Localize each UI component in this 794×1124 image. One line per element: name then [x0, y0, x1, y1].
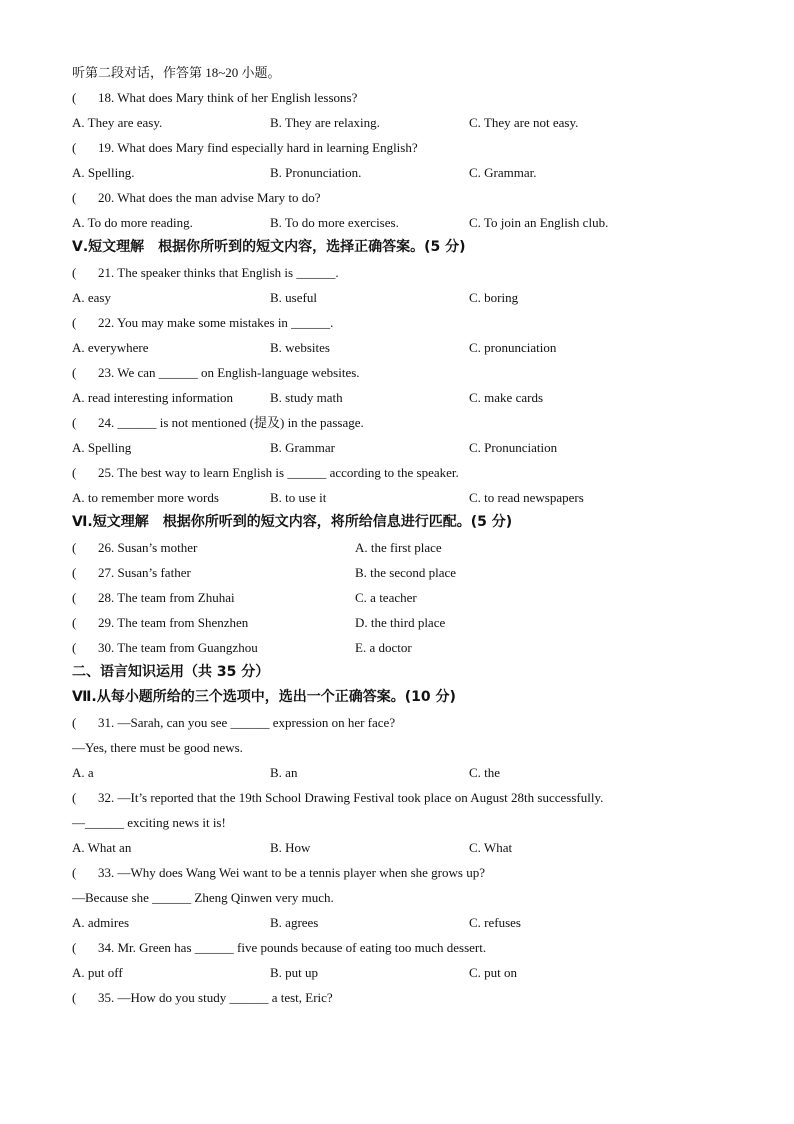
answer-blank: ( [72, 190, 77, 205]
question-line [72, 85, 732, 110]
option-c: C. Grammar. [469, 165, 537, 180]
options-row [72, 210, 732, 235]
question-text: 22. You may make some mistakes in ______. [98, 315, 334, 330]
options-row [72, 160, 732, 185]
question-text: 35. —How do you study ______ a test, Eric? [98, 990, 333, 1005]
match-left [72, 635, 258, 660]
option-a: A. Spelling [72, 440, 132, 455]
match-item: 27. Susan’s father [98, 565, 191, 580]
option-b: B. To do more exercises. [270, 215, 399, 230]
match-item: 26. Susan’s mother [98, 540, 198, 555]
match-option: A. the first place [355, 540, 442, 555]
heading-text: Ⅴ.短文理解 根据你所听到的短文内容，选择正确答案。(5 分) [72, 239, 466, 255]
section-heading [72, 510, 732, 535]
line-text: —Because she ______ Zheng Qinwen very much. [72, 890, 334, 905]
options-row [72, 435, 732, 460]
section-heading [72, 685, 732, 710]
option-b: B. agrees [270, 915, 319, 930]
option-c: C. To join an English club. [469, 215, 609, 230]
question-line [72, 935, 732, 960]
match-row [72, 585, 732, 610]
option-a: A. To do more reading. [72, 215, 193, 230]
question-text: 33. —Why does Wang Wei want to be a tennis player when she grows up? [98, 865, 485, 880]
option-b: B. Grammar [270, 440, 335, 455]
option-c: C. to read newspapers [469, 490, 584, 505]
question-text: 25. The best way to learn English is ______ according to the speaker. [98, 465, 459, 480]
question-text: 20. What does the man advise Mary to do? [98, 190, 321, 205]
question-text: 18. What does Mary think of her English lessons? [98, 90, 358, 105]
match-left [72, 610, 248, 635]
match-left [72, 585, 235, 610]
answer-blank: ( [72, 140, 77, 155]
option-b: B. to use it [270, 490, 327, 505]
option-c: C. boring [469, 290, 519, 305]
option-a: A. a [72, 765, 94, 780]
option-c: C. make cards [469, 390, 544, 405]
options-row [72, 110, 732, 135]
text-line [72, 60, 732, 85]
question-text: 34. Mr. Green has ______ five pounds because of eating too much dessert. [98, 940, 487, 955]
option-a: A. admires [72, 915, 130, 930]
heading-text: Ⅶ.从每小题所给的三个选项中，选出一个正确答案。(10 分) [72, 689, 456, 705]
option-c: C. put on [469, 965, 518, 980]
answer-blank: ( [72, 365, 77, 380]
question-line [72, 410, 732, 435]
question-line [72, 260, 732, 285]
option-a: A. read interesting information [72, 390, 234, 405]
answer-blank: ( [72, 565, 77, 580]
question-line [72, 860, 732, 885]
text-line [72, 810, 732, 835]
options-row [72, 385, 732, 410]
section-heading [72, 660, 732, 685]
question-text: 24. ______ is not mentioned (提及) in the passage. [98, 415, 364, 430]
match-option: C. a teacher [355, 590, 417, 605]
heading-text: 二、语言知识运用（共 35 分） [72, 664, 270, 680]
answer-blank: ( [72, 415, 77, 430]
answer-blank: ( [72, 465, 77, 480]
option-b: B. useful [270, 290, 317, 305]
option-c: C. refuses [469, 915, 521, 930]
answer-blank: ( [72, 865, 77, 880]
options-row [72, 285, 732, 310]
match-row [72, 535, 732, 560]
option-a: A. everywhere [72, 340, 149, 355]
option-b: B. Pronunciation. [270, 165, 362, 180]
answer-blank: ( [72, 940, 77, 955]
line-text: —Yes, there must be good news. [72, 740, 243, 755]
option-b: B. an [270, 765, 298, 780]
match-row [72, 635, 732, 660]
option-c: C. the [469, 765, 501, 780]
match-row [72, 560, 732, 585]
answer-blank: ( [72, 990, 77, 1005]
line-text: —______ exciting news it is! [72, 815, 226, 830]
option-a: A. easy [72, 290, 111, 305]
match-left [72, 535, 197, 560]
exam-page [72, 60, 732, 1010]
option-b: B. They are relaxing. [270, 115, 380, 130]
options-row [72, 960, 732, 985]
match-item: 30. The team from Guangzhou [98, 640, 258, 655]
options-row [72, 335, 732, 360]
question-text: 19. What does Mary find especially hard in learning English? [98, 140, 418, 155]
text-line [72, 885, 732, 910]
option-a: A. Spelling. [72, 165, 135, 180]
question-text: 32. —It’s reported that the 19th School Drawing Festival took place on August 28th successfully. [98, 790, 604, 805]
match-item: 28. The team from Zhuhai [98, 590, 235, 605]
text-line [72, 735, 732, 760]
option-a: A. put off [72, 965, 123, 980]
question-line [72, 360, 732, 385]
option-c: C. What [469, 840, 513, 855]
option-a: A. They are easy. [72, 115, 163, 130]
section-heading [72, 235, 732, 260]
option-b: B. put up [270, 965, 319, 980]
answer-blank: ( [72, 790, 77, 805]
option-c: C. pronunciation [469, 340, 557, 355]
option-a: A. to remember more words [72, 490, 219, 505]
question-line [72, 460, 732, 485]
line-text: 听第二段对话，作答第 18~20 小题。 [72, 65, 281, 80]
options-row [72, 760, 732, 785]
answer-blank: ( [72, 90, 77, 105]
options-row [72, 485, 732, 510]
answer-blank: ( [72, 640, 77, 655]
question-line [72, 785, 732, 810]
question-line [72, 985, 732, 1010]
heading-text: Ⅵ.短文理解 根据你所听到的短文内容，将所给信息进行匹配。(5 分) [72, 514, 513, 530]
option-b: B. study math [270, 390, 343, 405]
match-option: D. the third place [355, 615, 446, 630]
option-c: C. Pronunciation [469, 440, 558, 455]
options-row [72, 835, 732, 860]
answer-blank: ( [72, 265, 77, 280]
answer-blank: ( [72, 540, 77, 555]
answer-blank: ( [72, 615, 77, 630]
options-row [72, 910, 732, 935]
match-option: B. the second place [355, 565, 457, 580]
match-option: E. a doctor [355, 640, 412, 655]
option-a: A. What an [72, 840, 132, 855]
answer-blank: ( [72, 590, 77, 605]
option-c: C. They are not easy. [469, 115, 579, 130]
match-item: 29. The team from Shenzhen [98, 615, 249, 630]
option-b: B. How [270, 840, 311, 855]
answer-blank: ( [72, 715, 77, 730]
question-text: 21. The speaker thinks that English is ______. [98, 265, 339, 280]
question-line [72, 185, 732, 210]
option-b: B. websites [270, 340, 330, 355]
question-line [72, 310, 732, 335]
question-text: 23. We can ______ on English-language websites. [98, 365, 360, 380]
match-row [72, 610, 732, 635]
question-text: 31. —Sarah, can you see ______ expression on her face? [98, 715, 396, 730]
match-left [72, 560, 191, 585]
question-line [72, 710, 732, 735]
answer-blank: ( [72, 315, 77, 330]
question-line [72, 135, 732, 160]
